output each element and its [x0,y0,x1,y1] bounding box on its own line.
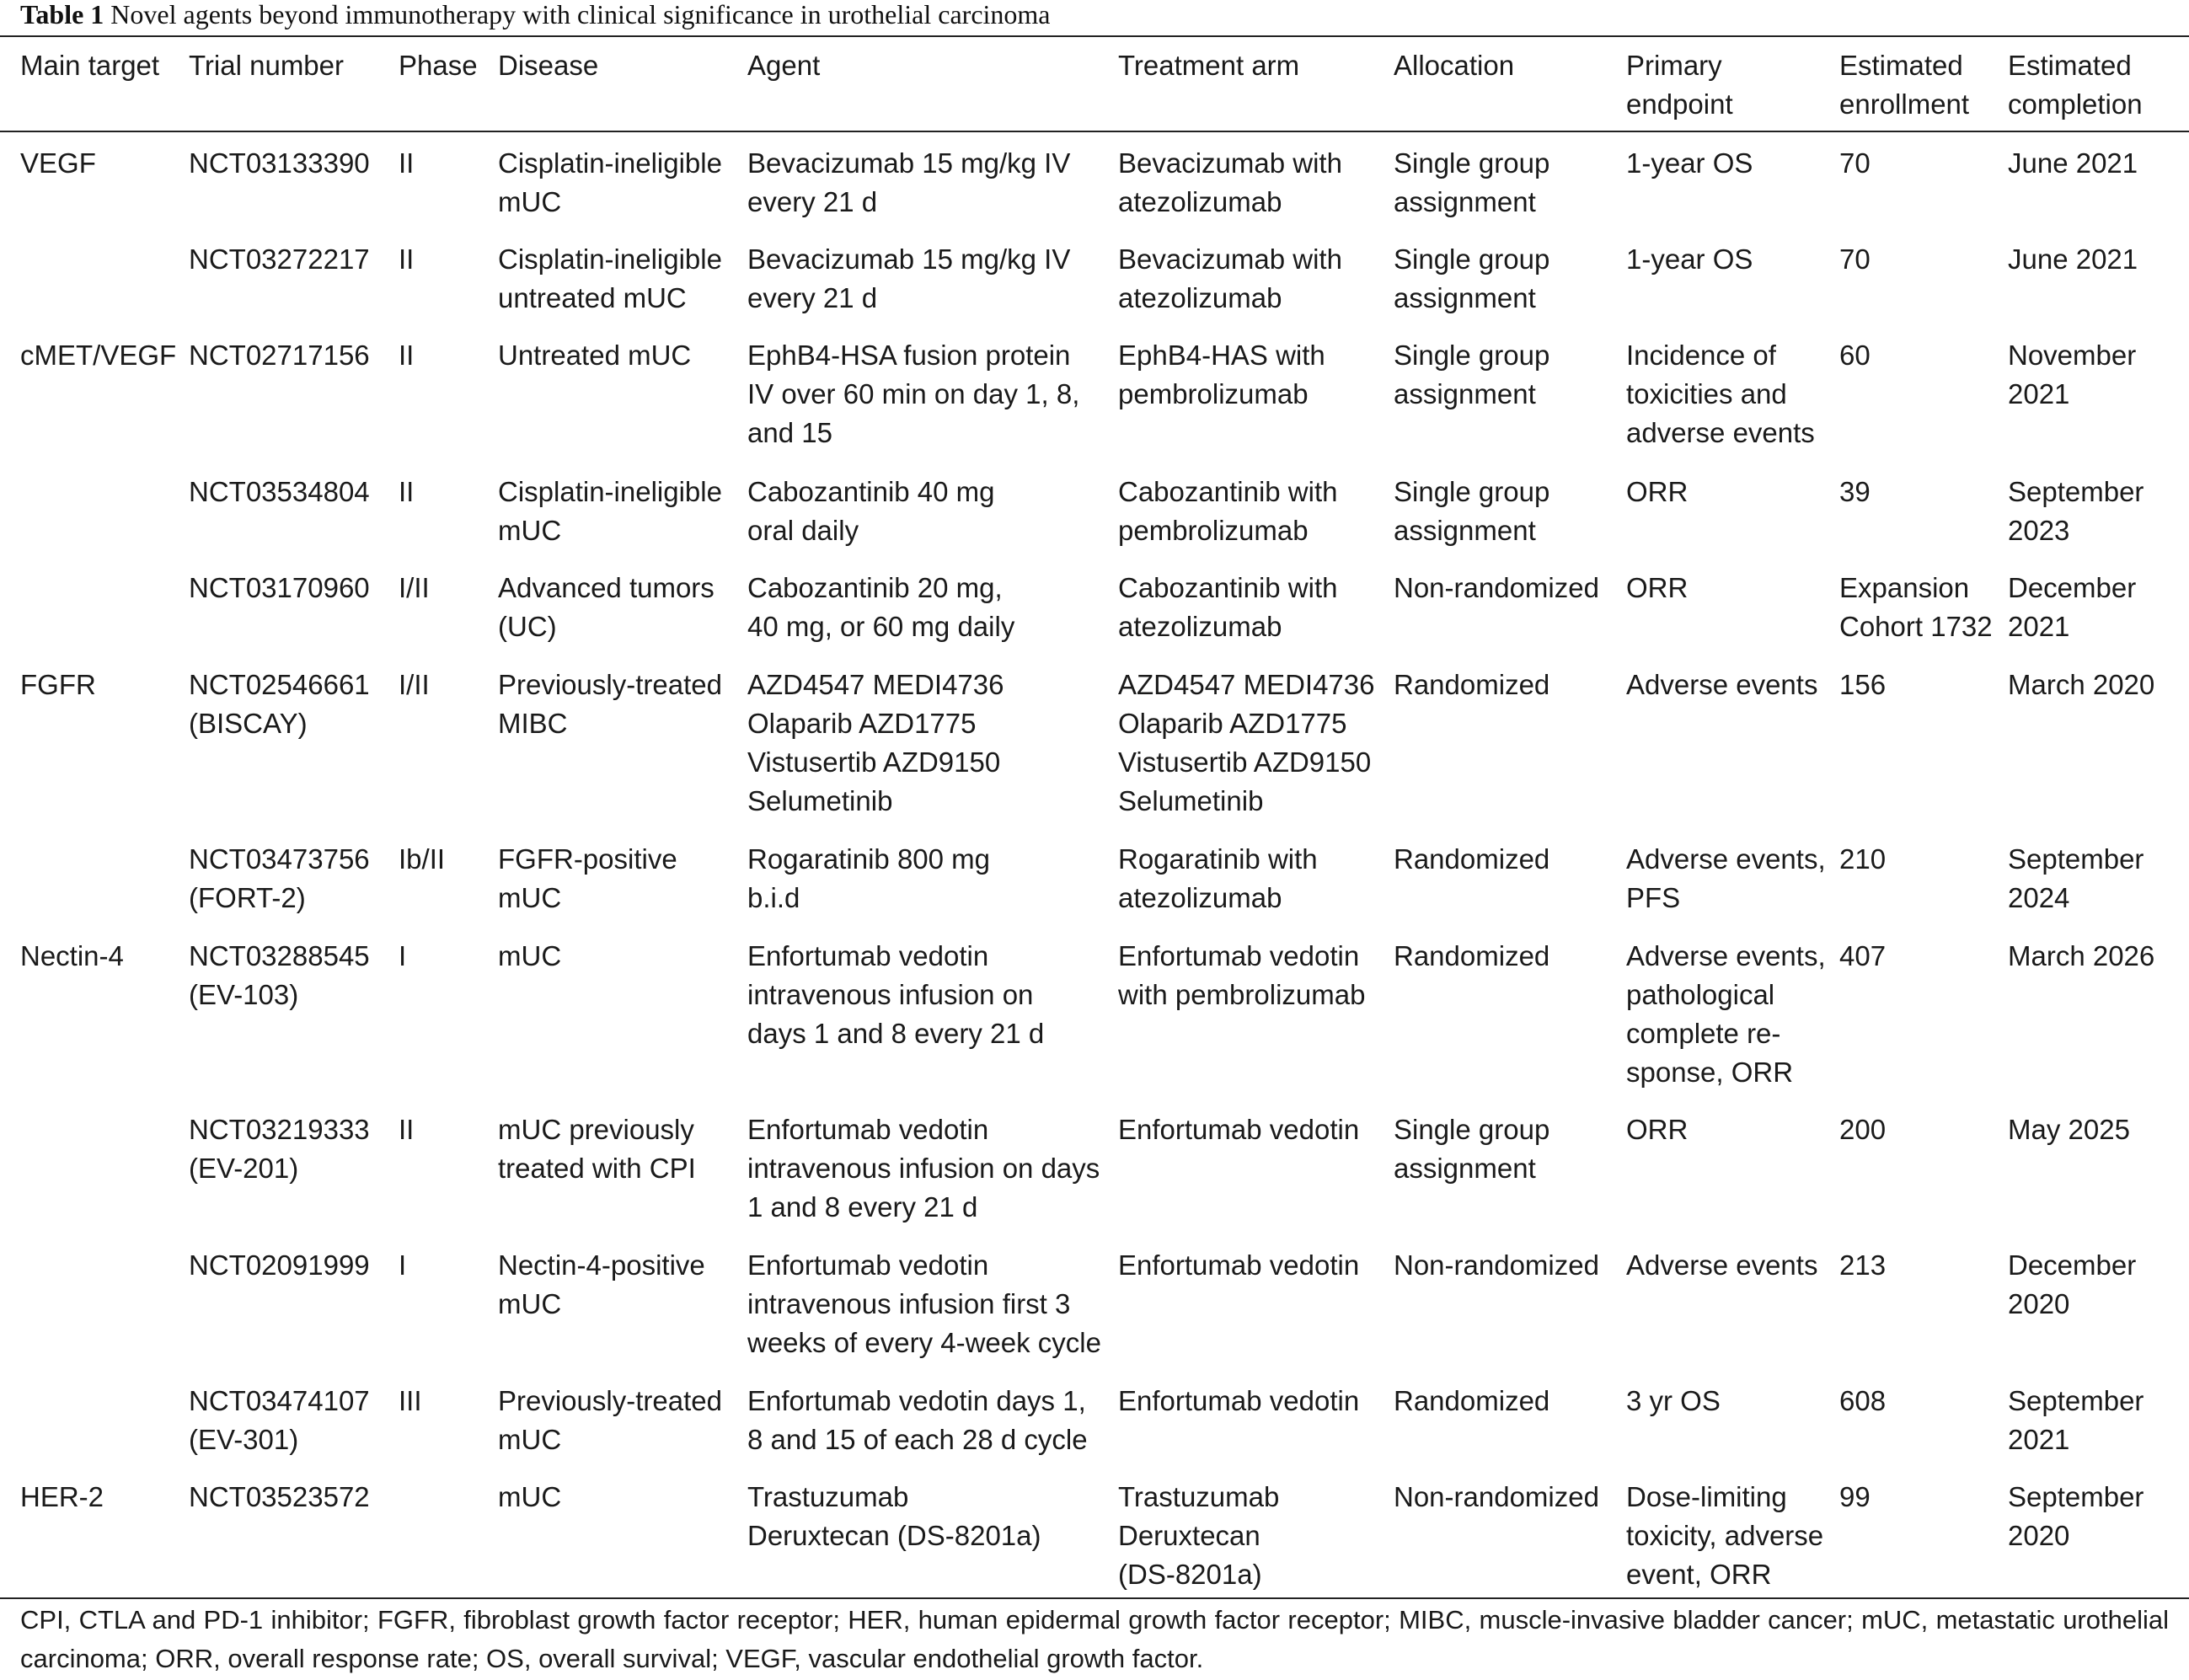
cell-allocation: Randomized [1394,843,1550,875]
cell-main-target: cMET/VEGF [20,340,177,371]
table-row [0,131,2189,228]
cell-estimated-enrollment: 60 [1839,340,1871,371]
cell-main-target [0,461,189,557]
cell-phase: II [399,243,415,275]
table-row [0,1370,2189,1466]
cell-agent: Trastuzumab Deruxtecan (DS-8201a) [747,1481,1041,1551]
cell-primary-endpoint: Dose-limiting toxicity, adverse event, ORR [1626,1481,1824,1590]
cell-primary-endpoint: ORR [1626,572,1689,603]
cell-disease: Untreated mUC [498,340,692,371]
cell-disease: Cisplatin-ineligible untreated mUC [498,243,722,313]
cell-estimated-completion: December 2021 [2008,572,2137,642]
cell-phase [399,1466,498,1594]
cell-estimated-completion: November 2021 [2008,340,2137,409]
cell-treatment-arm: Enfortumab vedotin with pembrolizumab [1118,940,1366,1010]
cell-primary-endpoint: ORR [1626,1114,1689,1145]
cell-allocation: Non-randomized [1394,572,1599,603]
cell-estimated-enrollment: 99 [1839,1481,1871,1512]
cell-estimated-completion: September 2024 [2008,843,2144,913]
cell-trial-number: NCT03474107 (EV-301) [189,1385,370,1455]
table-row [0,1234,2189,1370]
cell-main-target [0,228,189,324]
cell-agent: EphB4-HSA fusion protein IV over 60 min on day 1, 8, and 15 [747,340,1080,448]
table-caption-text: Novel agents beyond immunotherapy with clinical significance in urothelial carcinoma [110,0,1051,29]
cell-agent: Enfortumab vedotin intravenous infusion on days 1 and 8 every 21 d [747,1114,1100,1223]
cell-trial-number: NCT03219333 (EV-201) [189,1114,370,1184]
cell-disease: Previously-treated MIBC [498,669,722,739]
cell-treatment-arm: Cabozantinib with pembrolizumab [1118,476,1338,546]
col-header-allocation: Allocation [1394,40,1626,131]
cell-estimated-enrollment: 213 [1839,1249,1887,1281]
table-row [0,324,2189,461]
cell-estimated-enrollment: 200 [1839,1114,1887,1145]
cell-main-target [0,1099,189,1234]
cell-estimated-completion: December 2020 [2008,1249,2137,1319]
cell-treatment-arm: Enfortumab vedotin [1118,1114,1360,1145]
cell-phase: I [399,940,407,971]
col-header-trial-number: Trial number [189,40,399,131]
cell-agent: Cabozantinib 20 mg, 40 mg, or 60 mg daily [747,572,1015,642]
cell-estimated-completion: September 2021 [2008,1385,2144,1455]
col-header-treatment-arm: Treatment arm [1118,40,1394,131]
cell-trial-number: NCT03534804 [189,476,370,507]
cell-primary-endpoint: 3 yr OS [1626,1385,1721,1416]
cell-agent: Cabozantinib 40 mg oral daily [747,476,995,546]
cell-trial-number: NCT02717156 [189,340,370,371]
cell-phase: I [399,1249,407,1281]
cell-disease: Advanced tumors (UC) [498,572,715,642]
cell-treatment-arm: Enfortumab vedotin [1118,1385,1360,1416]
cell-estimated-enrollment: 608 [1839,1385,1887,1416]
cell-disease: Cisplatin-ineligible mUC [498,476,722,546]
cell-allocation: Non-randomized [1394,1249,1599,1281]
col-header-phase: Phase [399,40,498,131]
cell-main-target: FGFR [20,669,96,700]
table-row [0,557,2189,654]
cell-treatment-arm: Enfortumab vedotin [1118,1249,1360,1281]
cell-agent: AZD4547 MEDI4736 Olaparib AZD1775 Vistusertib AZD9150 Selumetinib [747,669,1004,816]
cell-trial-number: NCT03523572 [189,1481,370,1512]
cell-estimated-enrollment: 210 [1839,843,1887,875]
cell-estimated-completion: June 2021 [2008,147,2138,179]
cell-phase: II [399,476,415,507]
col-header-primary-endpoint: Primary endpoint [1626,40,1839,131]
table-caption-label: Table 1 [20,0,104,29]
col-header-disease: Disease [498,40,747,131]
cell-disease: mUC previously treated with CPI [498,1114,696,1184]
cell-treatment-arm: AZD4547 MEDI4736 Olaparib AZD1775 Vistusertib AZD9150 Selumetinib [1118,669,1375,816]
cell-allocation: Randomized [1394,669,1550,700]
cell-estimated-completion: March 2026 [2008,940,2155,971]
cell-estimated-completion: September 2023 [2008,476,2144,546]
cell-phase: Ib/II [399,843,446,875]
cell-disease: Nectin-4-positive mUC [498,1249,705,1319]
cell-allocation: Single group assignment [1394,1114,1550,1184]
cell-phase: III [399,1385,422,1416]
table-body [0,131,2189,1594]
cell-treatment-arm: Trastuzumab Deruxtecan (DS-8201a) [1118,1481,1280,1590]
cell-trial-number: NCT03272217 [189,243,370,275]
cell-primary-endpoint: Adverse events [1626,1249,1818,1281]
cell-agent: Bevacizumab 15 mg/kg IV every 21 d [747,243,1071,313]
col-header-estimated-completion: Estimated completion [2008,40,2189,131]
cell-trial-number: NCT03133390 [189,147,370,179]
cell-treatment-arm: Bevacizumab with atezolizumab [1118,147,1342,217]
cell-agent: Enfortumab vedotin intravenous infusion on days 1 and 8 every 21 d [747,940,1045,1049]
table-row [0,461,2189,557]
cell-primary-endpoint: Incidence of toxicities and adverse events [1626,340,1815,448]
cell-trial-number: NCT03473756 (FORT-2) [189,843,370,913]
table-caption [20,0,1051,34]
cell-estimated-completion: May 2025 [2008,1114,2130,1145]
bottom-rule [0,1597,2189,1599]
cell-main-target [0,828,189,925]
cell-phase: I/II [399,669,430,700]
cell-agent: Rogaratinib 800 mg b.i.d [747,843,991,913]
cell-trial-number: NCT03170960 [189,572,370,603]
cell-phase: I/II [399,572,430,603]
cell-main-target: VEGF [20,147,96,179]
cell-trial-number: NCT03288545 (EV-103) [189,940,370,1010]
cell-main-target [0,1370,189,1466]
cell-allocation: Single group assignment [1394,340,1550,409]
cell-phase: II [399,1114,415,1145]
cell-trial-number: NCT02546661 (BISCAY) [189,669,370,739]
cell-allocation: Non-randomized [1394,1481,1599,1512]
table-row [0,1099,2189,1234]
col-header-agent: Agent [747,40,1118,131]
table-row [0,654,2189,828]
table-header-row [0,40,2189,131]
cell-estimated-completion: June 2021 [2008,243,2138,275]
cell-primary-endpoint: ORR [1626,476,1689,507]
cell-treatment-arm: EphB4-HAS with pembrolizumab [1118,340,1325,409]
cell-treatment-arm: Bevacizumab with atezolizumab [1118,243,1342,313]
cell-primary-endpoint: Adverse events, PFS [1626,843,1826,913]
cell-estimated-enrollment: 156 [1839,669,1887,700]
cell-estimated-enrollment: 39 [1839,476,1871,507]
cell-disease: mUC [498,1481,562,1512]
cell-primary-endpoint: 1-year OS [1626,147,1753,179]
cell-estimated-enrollment: 70 [1839,147,1871,179]
table-row [0,1466,2189,1594]
cell-estimated-enrollment: Expansion Cohort 1732 [1839,572,1993,642]
table-footnote: CPI, CTLA and PD-1 inhibitor; FGFR, fibroblast growth factor receptor; HER, human epidermal growth factor receptor; MIBC, muscle-invasive bladder cancer; mUC, metastatic urothelial carcinoma; ORR, overall response rate; OS, overall survival; VEGF, vascular endothelial growth factor. [20,1605,2169,1673]
cell-treatment-arm: Cabozantinib with atezolizumab [1118,572,1338,642]
cell-allocation: Single group assignment [1394,147,1550,217]
cell-primary-endpoint: 1-year OS [1626,243,1753,275]
cell-main-target [0,557,189,654]
cell-allocation: Single group assignment [1394,243,1550,313]
cell-agent: Enfortumab vedotin days 1, 8 and 15 of each 28 d cycle [747,1385,1088,1455]
col-header-main-target: Main target [0,40,189,131]
cell-agent: Bevacizumab 15 mg/kg IV every 21 d [747,147,1071,217]
table-row [0,828,2189,925]
cell-estimated-enrollment: 407 [1839,940,1887,971]
cell-disease: FGFR-positive mUC [498,843,677,913]
cell-phase: II [399,340,415,371]
trials-table [0,40,2189,1594]
table-row [0,228,2189,324]
cell-treatment-arm: Rogaratinib with atezolizumab [1118,843,1318,913]
cell-primary-endpoint: Adverse events [1626,669,1818,700]
cell-disease: Previously-treated mUC [498,1385,722,1455]
cell-primary-endpoint: Adverse events, pathological complete re- sponse, ORR [1626,940,1826,1088]
col-header-estimated-enrollment: Estimated enrollment [1839,40,2008,131]
cell-phase: II [399,147,415,179]
cell-main-target: Nectin-4 [20,940,124,971]
cell-disease: mUC [498,940,562,971]
cell-trial-number: NCT02091999 [189,1249,370,1281]
table-row [0,925,2189,1099]
top-rule [0,35,2189,37]
cell-agent: Enfortumab vedotin intravenous infusion first 3 weeks of every 4-week cycle [747,1249,1101,1358]
cell-disease: Cisplatin-ineligible mUC [498,147,722,217]
cell-estimated-enrollment: 70 [1839,243,1871,275]
cell-main-target: HER-2 [20,1481,104,1512]
cell-main-target [0,1234,189,1370]
cell-allocation: Randomized [1394,940,1550,971]
cell-estimated-completion: September 2020 [2008,1481,2144,1551]
cell-allocation: Single group assignment [1394,476,1550,546]
cell-allocation: Randomized [1394,1385,1550,1416]
cell-estimated-completion: March 2020 [2008,669,2155,700]
